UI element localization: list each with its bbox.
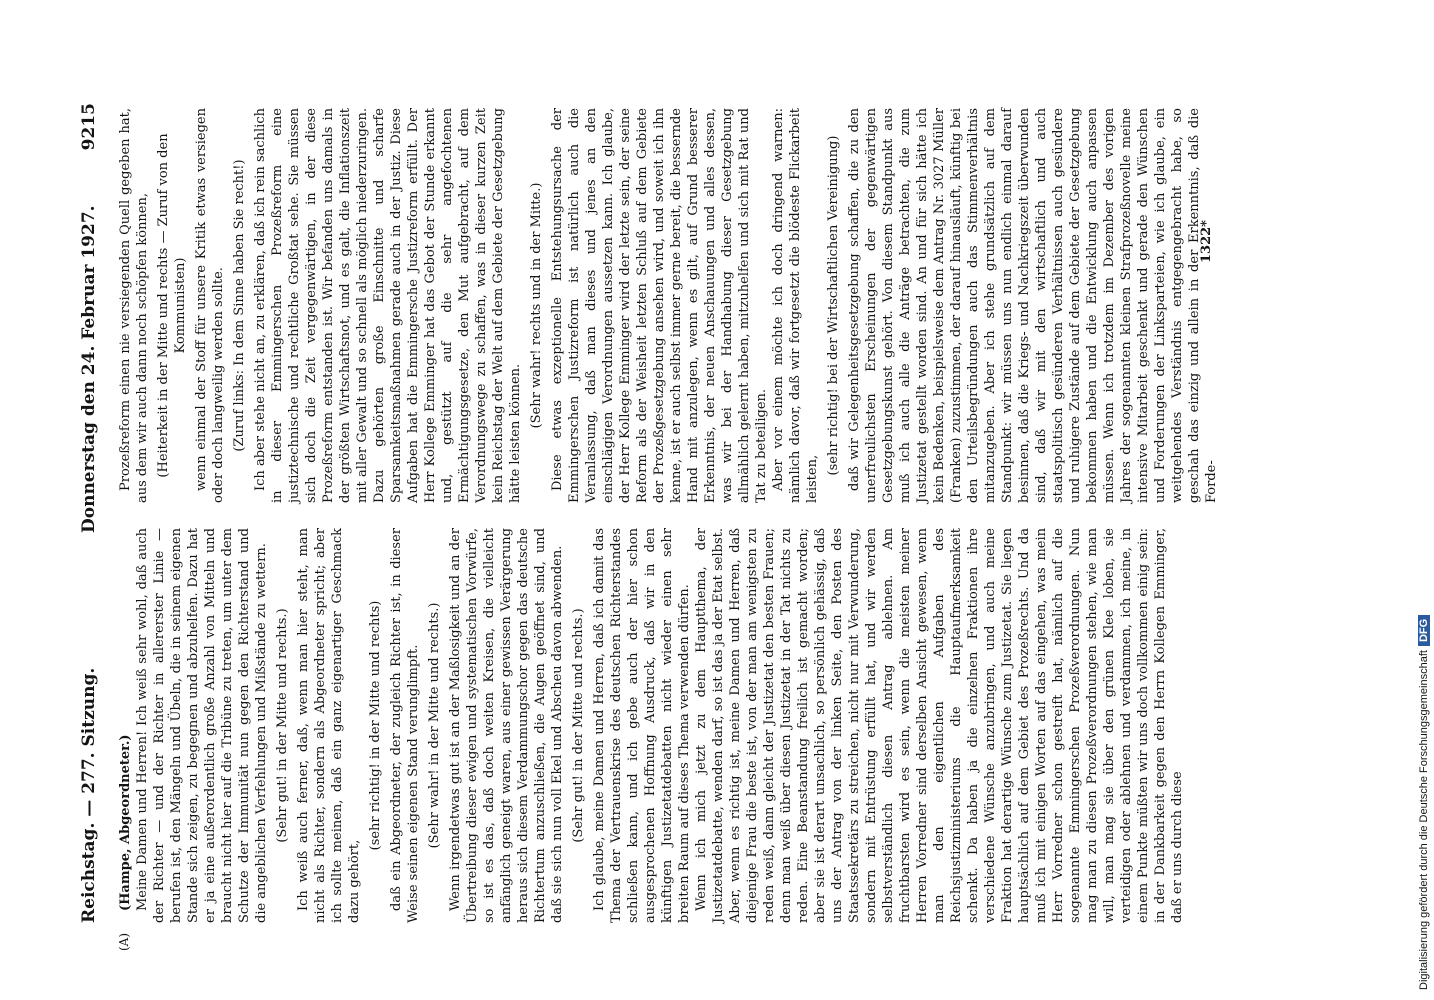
paragraph: Aber vor einem möchte ich doch dringend warnen: nämlich davor, daß wir fortgesetzt die blödeste Flickarbeit leisten, bbox=[771, 108, 820, 503]
interjection: (sehr richtig! bei der Wirtschaftlichen Vereinigung) bbox=[826, 135, 841, 476]
dfg-logo: DFG bbox=[1418, 615, 1430, 646]
text-column-right bbox=[117, 108, 1220, 503]
paragraph: wenn einmal der Stoff für unsere Kritik etwas versiegen oder doch langweilig werden sollte. bbox=[194, 108, 226, 503]
funding-text: Digitalisierung gefördert durch die Deutsche Forschungsgemeinschaft bbox=[1418, 650, 1430, 990]
paragraph: Ich aber stehe nicht an, zu erklären, daß ich rein sachlich in dieser Emmingerschen Prozeßreform eine justiztechnische und rechtliche Großtat sehe. Sie müssen sich doch die Zeit vergegenwärtigen, in der diese Prozeßreform entstanden ist. Wir befanden uns damals in der größten Wirtschaftsnot, und es galt, die Inflationszeit mit aller Gewalt und so schnell als möglich niederzuringen. Dazu gehörten große Einschnitte und scharfe Sparsamkeitsmaßnahmen gerade auch in der Justiz. Diese Aufgaben hat die Emmingersche Justizreform erfüllt. Der Herr Kollege Emminger hat das Gebot der Stunde erkannt und, gestützt auf die sehr angefochtenen Ermächtigungsgesetze, den Mut aufgebracht, auf dem Verordnungswege zu schaffen, was in dieser kurzen Zeit kein Reichstag der Welt auf dem Gebiete der Gesetzgebung hätte leisten können. bbox=[253, 108, 523, 503]
paragraph: Ich weiß auch ferner, daß, wenn man hier steht, man nicht als Richter, sondern als Abgeordneter spricht; aber ich sollte meinen, daß ein ganz eigenartiger Geschmack dazu gehört, bbox=[296, 528, 362, 923]
page-header bbox=[75, 103, 109, 923]
paragraph: Wenn irgendetwas gut ist an der Maßlosigkeit und an der Übertreibung dieser ewigen und systematischen Vorwürfe, so ist es das, daß doch weiten Kreisen, die vielleicht anfänglich geneigt waren, aus einer gewissen Verärgerung heraus sich diesem Verdammungschor gegen das deutsche Richtertum anzuschließen, die Augen geöffnet sind, und daß sie sich nun voll Ekel und Abscheu davon abwenden. bbox=[448, 528, 565, 923]
interjection: (Sehr wahr! rechts und in der Mitte.) bbox=[529, 182, 544, 429]
interjection: (Sehr wahr! in der Mitte und rechts.) bbox=[427, 602, 442, 849]
margin-letter: (A) bbox=[117, 932, 131, 951]
paragraph: (Hampe, Abgeordneter.) bbox=[118, 734, 133, 911]
paragraph: Ich glaube, meine Damen und Herren, daß ich damit das Thema der Vertrauenskrise des deutschen Richterstandes schließen kann, und ich gebe auch der hier schon ausgesprochenen Hoffnung Ausdruck, daß wir in den künftigen Justizetatdebatten nicht wieder einen sehr breiten Raum auf dieses Thema verwenden dürfen. bbox=[592, 528, 692, 923]
paragraph: Diese etwas exzeptionelle Entstehungsursache der Emmingerschen Justizreform ist natürlich auch die Veranlassung, daß man dieses und jenes an den einschlägigen Verordnungen aussetzen kann. Ich glaube, der Herr Kollege Emminger wird der letzte sein, der seine Reform als der Weisheit letzten Schluß auf dem Gebiete der Prozeßgesetzgebung ansehen wird, und soweit ich ihn kenne, ist er auch selbst immer gerne bereit, die bessernde Hand mit anzulegen, wenn es gilt, auf Grund besserer Erkenntnis, der neuen Anschauungen und alles dessen, was wir bei der Handhabung dieser Gesetzgebung allmählich gelernt haben, mitzuhelfen und sich mit Rat und Tat zu beteiligen. bbox=[550, 108, 769, 503]
header-date: Donnerstag den 24. Februar 1927. bbox=[79, 205, 99, 533]
interjection: (Heiterkeit in der Mitte und rechts — Zuruf von den Kommunisten) bbox=[156, 133, 188, 478]
paragraph: Prozeßreform einen nie versiegenden Quell gegeben hat, aus dem wir auch dann noch schöpfen können, bbox=[118, 108, 150, 503]
interjection: (Sehr gut! in der Mitte und rechts.) bbox=[275, 608, 290, 843]
page-number: 9215 bbox=[79, 103, 99, 151]
rotated-page-content bbox=[75, 83, 1225, 951]
text-column-left bbox=[117, 528, 1186, 923]
paragraph: Meine Damen und Herren! Ich weiß sehr wohl, daß auch der Richter — und der Richter in allererster Linie — berufen ist, den Mängeln und Übeln, die in seinem eigenen Stande sich zeigen, zu begegnen und abzuhelfen. Dazu hat er ja eine außerordentlich große Anzahl von Mitteln und braucht nicht hier auf die Tribüne zu treten, um unter dem Schutze der Immunität nun gegen den Richterstand und die angeblichen Verfehlungen und Mißstände zu wettern. bbox=[135, 528, 269, 923]
interjection: (sehr richtig! in der Mitte und rechts) bbox=[368, 600, 383, 851]
paragraph: Wenn ich mich jetzt zu dem Hauptthema, der Justizetatdebatte, wenden darf, so ist das ja der Etat selbst. Aber, wenn es richtig ist, meine Damen und Herren, daß diejenige Frau die beste ist, von der man am wenigsten zu reden weiß, dann gleicht der Justizetat den besten Frauen; denn man weiß über diesen Justizetat in der Tat nichts zu reden. Eine Beanstandung freilich ist gemacht worden; aber sie ist derart unsachlich, so persönlich gehässig, daß uns der Antrag von der linken Seite, den Posten des Staatssekretärs zu streichen, nicht nur mit Verwunderung, sondern mit Entrüstung erfüllt hat, und wir werden selbstverständlich diesen Antrag ablehnen. Am fruchtbarsten wird es sein, wenn die meisten meiner Herren Vorredner sind derselben Ansicht gewesen, wenn man den eigentlichen Aufgaben des Reichsjustizministeriums die Hauptaufmerksamkeit schenkt. Da haben ja die einzelnen Fraktionen ihre verschiedene Wünsche anzubringen, und auch meine Fraktion hat derartige Wünsche zum Justizetat. Sie liegen hauptsächlich auf dem Gebiet des Prozeßrechts. Und da muß ich mit einigen Worten auf das eingehen, was mein Herr Vorredner schon gestreift hat, nämlich auf die sogenannte Emmingerschen Prozeßverordnungen. Nun mag man zu diesen Prozeßverordnungen stehen, wie man will, man mag sie über den grünen Klee loben, sie verteidigen oder ablehnen und verdammen, ich meine, in einem Punkte müßten wir uns doch vollkommen einig sein: in der Dankbarkeit gegen den Herrn Kollegen Emminger, daß er uns durch diese bbox=[694, 528, 1185, 923]
interjection: (Zuruf links: In dem Sinne haben Sie recht!) bbox=[232, 159, 247, 452]
paragraph: daß ein Abgeordneter, der zugleich Richter ist, in dieser Weise seinen eigenen Stand verunglimpft. bbox=[389, 528, 421, 923]
funding-note bbox=[1418, 615, 1430, 990]
paragraph: daß wir Gelegenheitsgesetzgebung schaffen, die zu den unerfreulichsten Erscheinungen der gegenwärtigen Gesetzgebungskunst gehört. Von diesem Standpunkt aus muß ich auch alle die Anträge betrachten, die zum Justizetat gestellt worden sind. An und für sich hätte ich kein Bedenken, beispielsweise dem Antrag Nr. 3027 Müller (Franken) zuzustimmen, der darauf hinausläuft, künftig bei den Urteilsbegründungen auch das Stimmenverhältnis mitanzugeben. Aber ich stehe grundsätzlich auf dem Standpunkt: wir müssen uns nun endlich einmal darauf besinnen, daß die Kriegs- und Nachkriegszeit überwunden sind, daß wir mit den wirtschaftlich und auch staatspolitisch gesünderen Verhältnissen auch gesündere und ruhigere Zustände auf dem Gebiete der Gesetzgebung bekommen haben und die Entwicklung auch anpassen müssen. Wenn ich trotzdem im Dezember des vorigen Jahres der sogenannten kleinen Strafprozeßnovelle meine intensive Mitarbeit geschenkt und gerade den Wünschen und Forderungen der Linksparteien, wie ich glaube, ein weitgehendes Verständnis entgegengebracht habe, so geschah das einzig und allein in der Erkenntnis, daß die Forde- bbox=[847, 108, 1219, 503]
signature-mark: 1322* bbox=[1199, 220, 1214, 263]
interjection: (Sehr gut! in der Mitte und rechts.) bbox=[571, 608, 586, 843]
header-session: Reichstag. — 277. Sitzung. bbox=[79, 667, 99, 923]
